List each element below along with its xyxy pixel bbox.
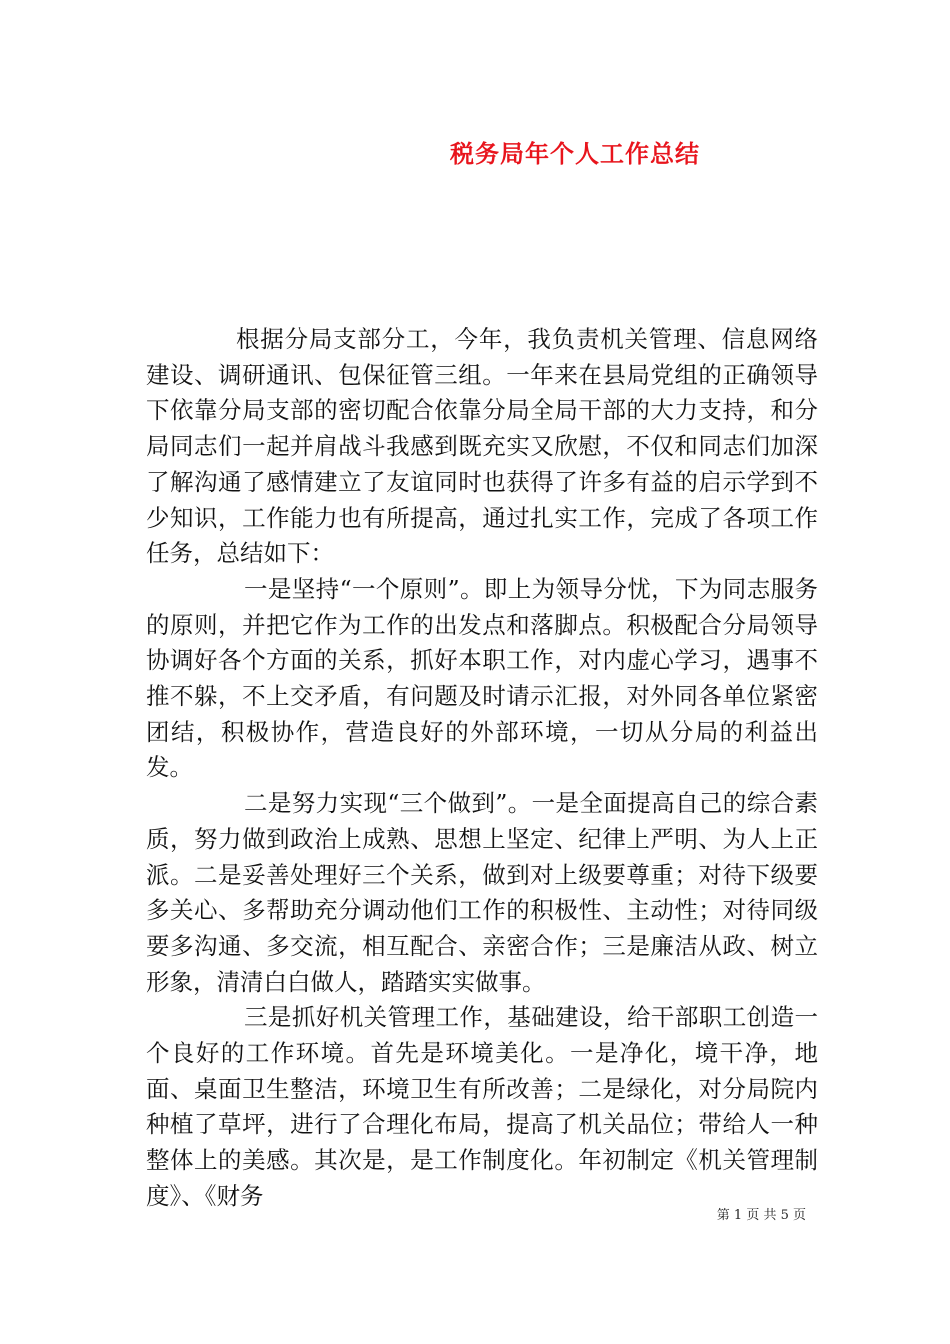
paragraph-one-principle: 一是坚持“一个原则”。即上为领导分忧，下为同志服务的原则，并把它作为工作的出发点和落脚点。积极配合分局领导协调好各个方面的关系，抓好本职工作，对内虚心学习，遇事不推不躲，不上交矛盾，有问题及时请示汇报，对外同各单位紧密团结，积极协作，营造良好的外部环境，一切从分局的利益出发。 xyxy=(146,574,818,782)
paragraph-three-achievements: 二是努力实现“三个做到”。一是全面提高自己的综合素质，努力做到政治上成熟、思想上坚定、纪律上严明、为人上正派。二是妥善处理好三个关系，做到对上级要尊重；对待下级要多关心、多帮助充分调动他们工作的积极性、主动性；对待同级要多沟通、多交流，相互配合、亲密合作；三是廉洁从政、树立形象，清清白白做人，踏踏实实做事。 xyxy=(146,789,818,996)
document-body xyxy=(146,322,818,1215)
paragraph-office-management: 三是抓好机关管理工作，基础建设，给干部职工创造一个良好的工作环境。首先是环境美化。一是净化，境干净，地面、桌面卫生整洁，环境卫生有所改善；二是绿化，对分局院内种植了草坪，进行了合理化布局，提高了机关品位；带给人一种整体上的美感。其次是，是工作制度化。年初制定《机关管理制度》、《财务 xyxy=(146,1003,818,1210)
document-title: 税务局年个人工作总结 xyxy=(450,139,700,168)
paragraph-intro: 根据分局支部分工，今年，我负责机关管理、信息网络建设、调研通讯、包保征管三组。一年来在县局党组的正确领导下依靠分局支部的密切配合依靠分局全局干部的大力支持，和分局同志们一起并肩战斗我感到既充实又欣慰，不仅和同志们加深了解沟通了感情建立了友谊同时也获得了许多有益的启示学到不少知识，工作能力也有所提高，通过扎实工作，完成了各项工作任务，总结如下： xyxy=(146,325,818,568)
page-number-footer: 第 1 页 共 5 页 xyxy=(716,1208,806,1223)
